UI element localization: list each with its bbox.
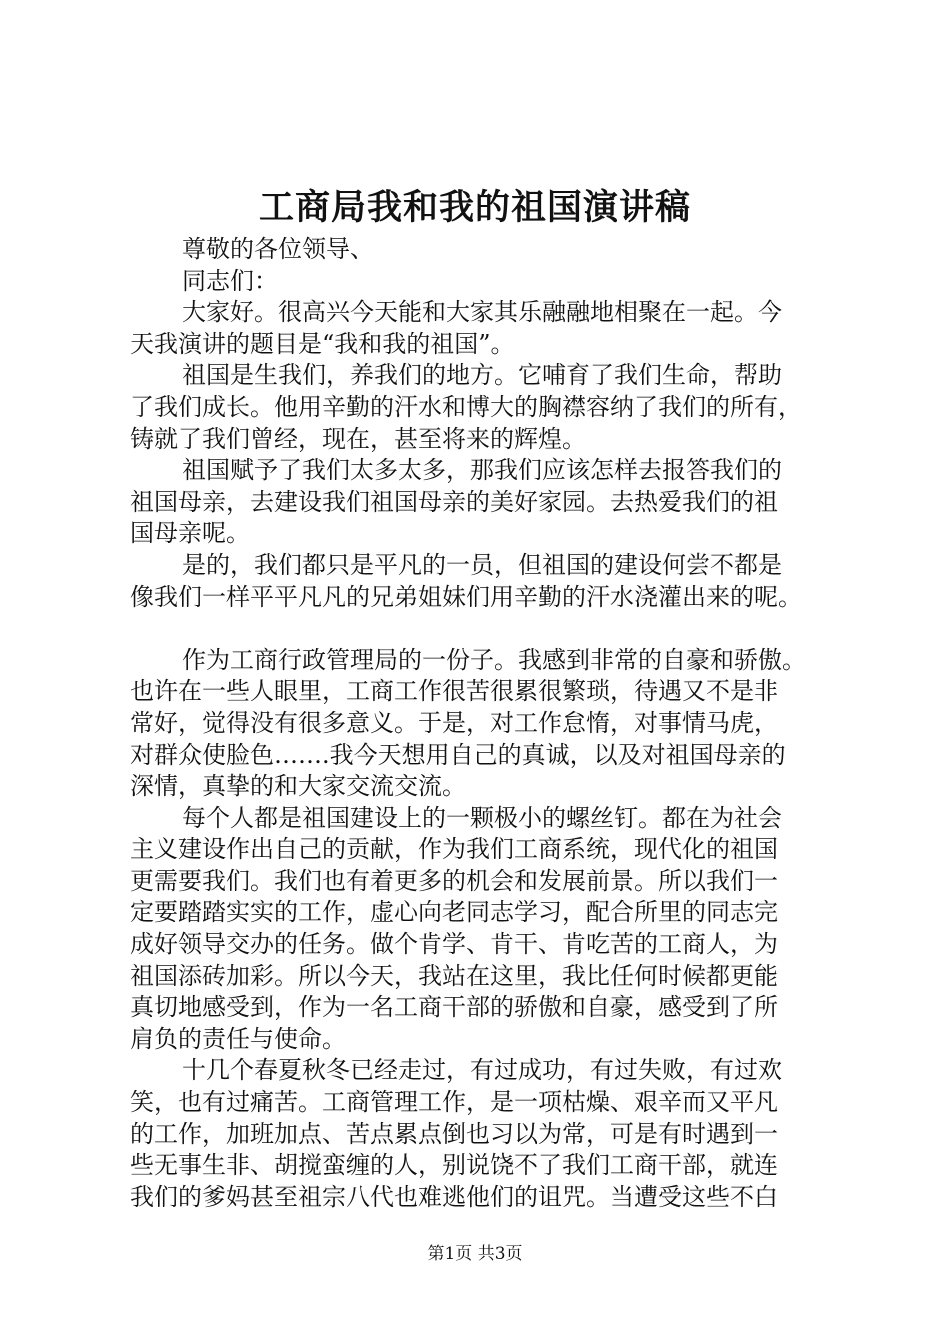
text-line: 些无事生非、胡搅蛮缠的人，别说饶不了我们工商干部，就连 [130,1151,778,1180]
document-body [130,234,830,1213]
text-line: 常好，觉得没有很多意义。于是，对工作怠惰，对事情马虎， [130,708,778,737]
text-line: 祖国母亲，去建设我们祖国母亲的美好家园。去热爱我们的祖 [130,487,778,516]
text-line: 肩负的责任与使命。 [130,1024,346,1053]
text-line: 祖国添砖加彩。所以今天，我站在这里，我比任何时候都更能 [130,961,778,990]
text-line: 尊敬的各位领导、 [182,235,374,263]
text-line: 对群众使脸色…….我今天想用自己的真诚，以及对祖国母亲的 [130,740,786,769]
text-line: 了我们成长。他用辛勤的汗水和博大的胸襟容纳了我们的所有， [130,392,802,421]
text-line: 十几个春夏秋冬已经走过，有过成功，有过失败，有过欢 [182,1056,782,1085]
text-line: 像我们一样平平凡凡的兄弟姐妹们用辛勤的汗水浇灌出来的呢。 [130,582,802,611]
text-line: 祖国是生我们，养我们的地方。它哺育了我们生命，帮助 [182,361,782,390]
text-line: 也许在一些人眼里，工商工作很苦很累很繁琐，待遇又不是非 [130,677,778,706]
text-line: 铸就了我们曾经，现在，甚至将来的辉煌。 [130,424,586,453]
text-line: 主义建设作出自己的贡献，作为我们工商系统，现代化的祖国 [130,835,778,864]
text-line: 更需要我们。我们也有着更多的机会和发展前景。所以我们一 [130,866,778,895]
text-line: 笑，也有过痛苦。工商管理工作，是一项枯燥、艰辛而又平凡 [130,1088,778,1117]
document-title: 工商局我和我的祖国演讲稿 [258,187,691,228]
paragraph-gap [130,613,830,645]
text-line: 的工作，加班加点、苦点累点倒也习以为常，可是有时遇到一 [130,1119,778,1148]
text-line: 同志们： [182,266,278,295]
text-line: 天我演讲的题目是“我和我的祖国”。 [130,329,515,358]
text-line: 成好领导交办的任务。做个肯学、肯干、肯吃苦的工商人，为 [130,930,778,959]
text-line: 深情，真挚的和大家交流交流。 [130,772,466,801]
text-line: 大家好。很高兴今天能和大家其乐融融地相聚在一起。今 [182,298,782,327]
text-line: 每个人都是祖国建设上的一颗极小的螺丝钉。都在为社会 [182,803,782,832]
text-line: 是的，我们都只是平凡的一员，但祖国的建设何尝不都是 [182,550,782,579]
text-line: 真切地感受到，作为一名工商干部的骄傲和自豪，感受到了所 [130,993,778,1022]
text-line: 我们的爹妈甚至祖宗八代也难逃他们的诅咒。当遭受这些不白 [130,1182,778,1211]
page-number-footer: 第1页 共3页 [427,1244,523,1264]
text-line: 定要踏踏实实的工作，虚心向老同志学习，配合所里的同志完 [130,898,778,927]
text-line: 作为工商行政管理局的一份子。我感到非常的自豪和骄傲。 [182,645,806,674]
text-line: 国母亲呢。 [130,519,250,548]
text-line: 祖国赋予了我们太多太多，那我们应该怎样去报答我们的 [182,456,782,485]
